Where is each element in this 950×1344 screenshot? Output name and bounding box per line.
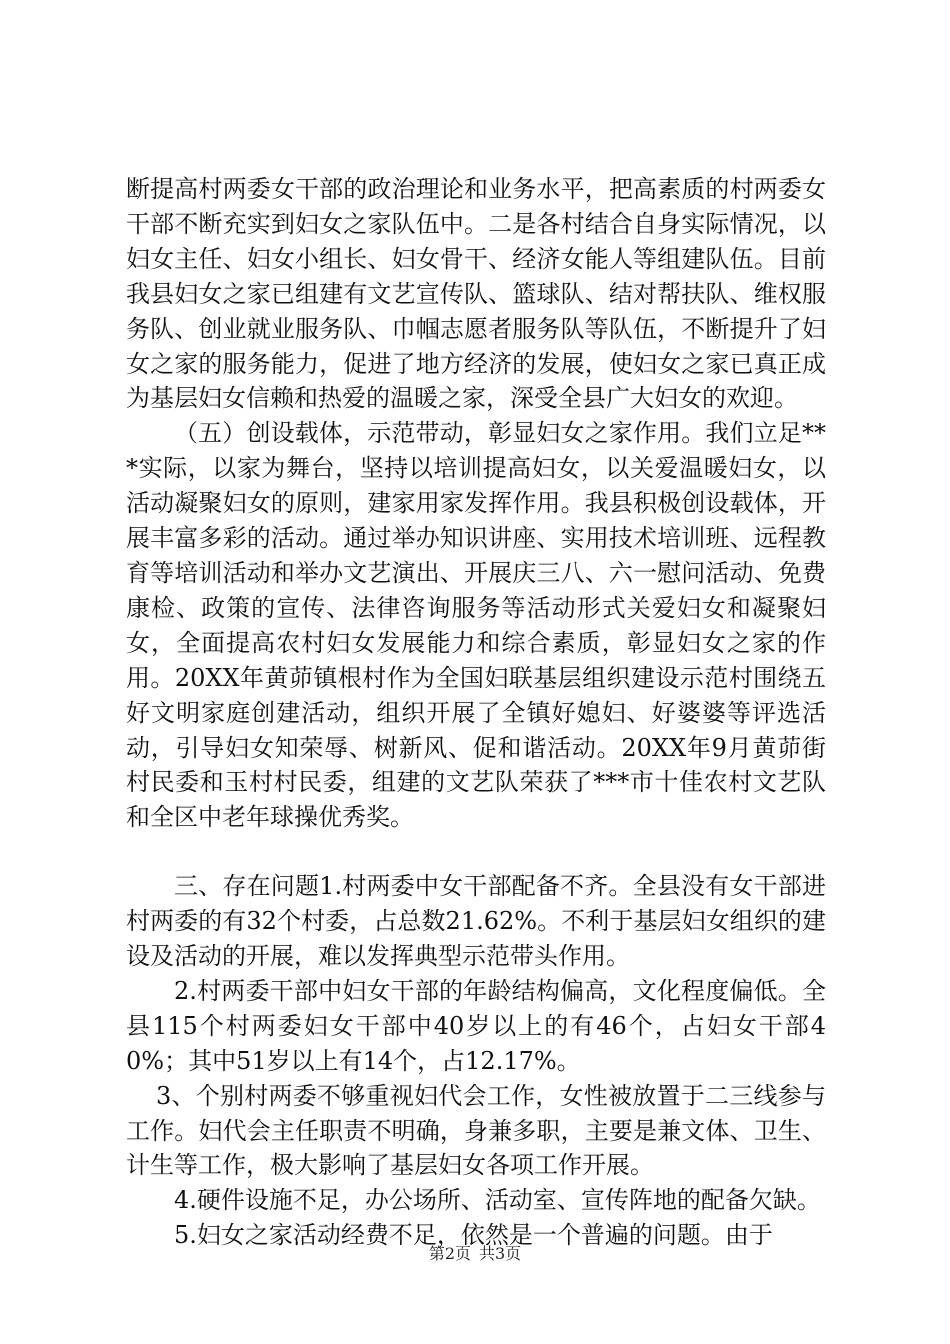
paragraph-problem-2: 2.村两委干部中妇女干部的年龄结构偏高，文化程度偏低。全县115个村两委妇女干部中40岁以上的有46个，占妇女干部40%；其中51岁以上有14个，占12.17%。 [126, 976, 826, 1075]
page-number: 第2页 [428, 1244, 471, 1263]
paragraph-gap [126, 835, 826, 869]
paragraph-women-home-teams: 断提高村两委女干部的政治理论和业务水平，把高素质的村两委女干部不断充实到妇女之家队伍中。二是各村结合自身实际情况，以妇女主任、妇女小组长、妇女骨干、经济女能人等组建队伍。目前我县妇女之家已组建有文艺宣传队、篮球队、结对帮扶队、维权服务队、创业就业服务队、巾帼志愿者服务队等队伍，不断提升了妇女之家的服务能力，促进了地方经济的发展，使妇女之家已真正成为基层妇女信赖和热爱的温暖之家，深受全县广大妇女的欢迎。 [126, 175, 826, 413]
paragraph-problem-1: 三、存在问题1.村两委中女干部配备不齐。全县没有女干部进村两委的有32个村委，占总数21.62%。不利于基层妇女组织的建设及活动的开展，难以发挥典型示范带头作用。 [126, 872, 826, 971]
document-body [126, 172, 826, 1253]
paragraph-problem-5: 5.妇女之家活动经费不足，依然是一个普遍的问题。由于 [174, 1221, 773, 1250]
paragraph-problem-3: 3、个别村两委不够重视妇代会工作，女性被放置于二三线参与工作。妇代会主任职责不明确，身兼多职，主要是兼文体、卫生、计生等工作，极大影响了基层妇女各项工作开展。 [126, 1081, 826, 1180]
page-total: 共3页 [479, 1244, 522, 1263]
paragraph-problem-4: 4.硬件设施不足，办公场所、活动室、宣传阵地的配备欠缺。 [174, 1186, 821, 1215]
page-footer [0, 1243, 950, 1265]
paragraph-demonstration-carriers: （五）创设载体，示范带动，彰显妇女之家作用。我们立足***实际，以家为舞台，坚持以培训提高妇女，以关爱温暖妇女，以活动凝聚妇女的原则，建家用家发挥作用。我县积极创设载体，开展丰富多彩的活动。通过举办知识讲座、实用技术培训班、远程教育等培训活动和举办文艺演出、开展庆三八、六一慰问活动、免费康检、政策的宣传、法律咨询服务等活动形式关爱妇女和凝聚妇女，全面提高农村妇女发展能力和综合素质，彰显妇女之家的作用。20XX年黄茆镇根村作为全国妇联基层组织建设示范村围绕五好文明家庭创建活动，组织开展了全镇好媳妇、好婆婆等评选活动，引导妇女知荣辱、树新风、促和谐活动。20XX年9月黄茆街村民委和玉村村民委，组建的文艺队荣获了***市十佳农村文艺队和全区中老年球操优秀奖。 [126, 419, 826, 832]
